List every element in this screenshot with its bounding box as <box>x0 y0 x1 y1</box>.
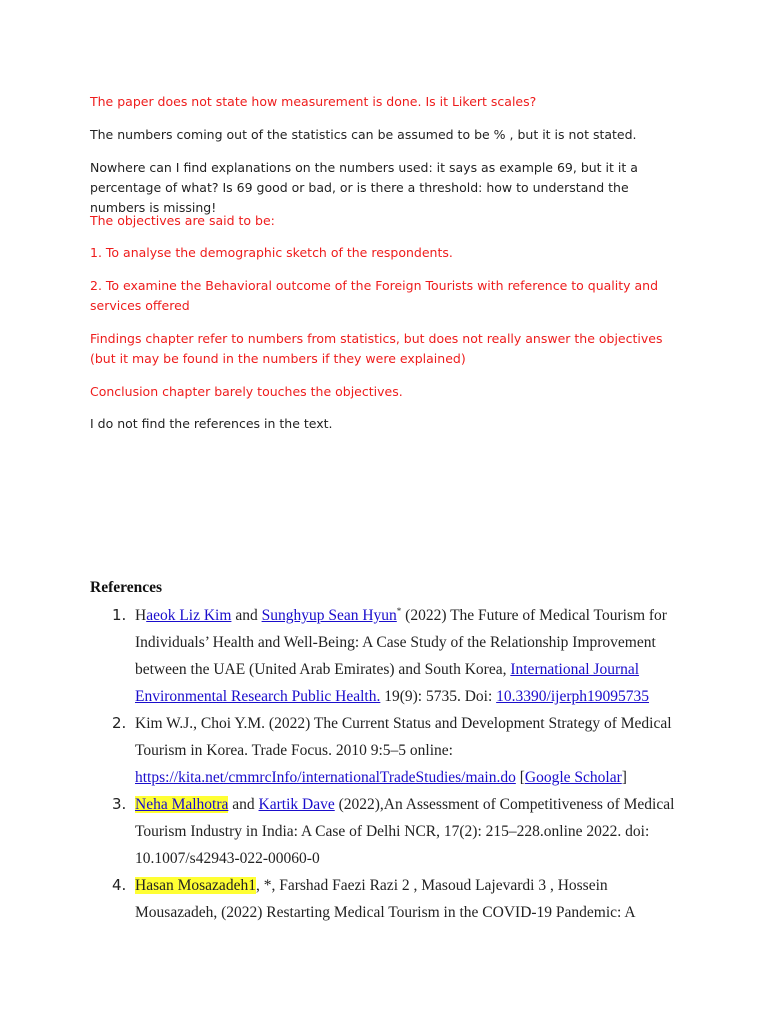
reference-text: and <box>231 607 262 624</box>
reference-text: and <box>228 796 259 813</box>
references-heading: References <box>90 579 163 596</box>
journal-link[interactable]: International Journal Environmental Research Public Health. <box>135 661 640 705</box>
google-scholar-link[interactable]: Google Scholar <box>524 769 622 786</box>
author-link[interactable]: Kartik Dave <box>258 796 335 813</box>
reference-text: (2022),An Assessment of Competitiveness of Medical Tourism Industry in India: A Case of Delhi NCR, 17(2): 215–228.online 2022. doi: 10.1007/s42943-022-00060-0 <box>135 796 675 867</box>
comment-objective-2: 2. To examine the Behavioral outcome of the Foreign Tourists with reference to quality and services offered <box>90 278 659 313</box>
reference-number: 2. <box>112 714 127 732</box>
reference-item-4 <box>90 872 690 926</box>
reference-item-3 <box>90 791 690 872</box>
comment-percent: The numbers coming out of the statistics can be assumed to be % , but it is not stated. <box>90 127 637 142</box>
comment-conclusion: Conclusion chapter barely touches the objectives. <box>90 384 403 399</box>
reference-text: (2022) The Future of Medical Tourism for Individuals’ Health and Well-Being: A Case Study of the Relationship Improvement between the UAE (United Arab Emirates) and South Korea, <box>135 607 667 678</box>
reference-text: ] <box>621 769 627 786</box>
reference-number: 1. <box>112 606 127 624</box>
author-link[interactable]: Sunghyup Sean Hyun <box>261 607 397 624</box>
url-link[interactable]: https://kita.net/cmmrcInfo/internationalTradeStudies/main.do <box>135 769 516 786</box>
comment-references-missing: I do not find the references in the text. <box>90 416 333 431</box>
author-link[interactable]: Neha Malhotra <box>135 796 229 813</box>
reference-text: [ <box>515 769 525 786</box>
comment-findings: Findings chapter refer to numbers from statistics, but does not really answer the objectives (but it may be found in the numbers if they were explained) <box>90 331 663 366</box>
comment-objectives-intro: The objectives are said to be: <box>90 213 275 228</box>
reference-text: 19(9): 5735. Doi: <box>380 688 497 705</box>
references-list <box>90 602 690 926</box>
reference-number: 4. <box>112 876 127 894</box>
reference-number: 3. <box>112 795 127 813</box>
reference-item-2 <box>90 710 690 791</box>
reference-text: H <box>135 607 147 624</box>
reference-text: Kim W.J., Choi Y.M. (2022) The Current Status and Development Strategy of Medical Tourism in Korea. Trade Focus. 2010 9:5–5 online: <box>135 715 672 759</box>
reference-item-1 <box>90 602 690 710</box>
author-link[interactable]: aeok Liz Kim <box>146 607 232 624</box>
doi-link[interactable]: 10.3390/ijerph19095735 <box>496 688 649 705</box>
footnote-mark: * <box>396 605 402 616</box>
comment-objective-1: 1. To analyse the demographic sketch of the respondents. <box>90 245 453 260</box>
comment-numbers-explanation: Nowhere can I find explanations on the numbers used: it says as example 69, but it it a percentage of what? Is 69 good or bad, or is there a threshold: how to understand the numbers is missing! <box>90 160 638 215</box>
highlighted-author: Hasan Mosazadeh1 <box>135 877 256 894</box>
comment-measurement: The paper does not state how measurement is done. Is it Likert scales? <box>90 94 537 109</box>
reference-text: , *, Farshad Faezi Razi 2 , Masoud Lajevardi 3 , Hossein Mousazadeh, (2022) Restarting Medical Tourism in the COVID-19 Pandemic: A <box>135 877 636 921</box>
